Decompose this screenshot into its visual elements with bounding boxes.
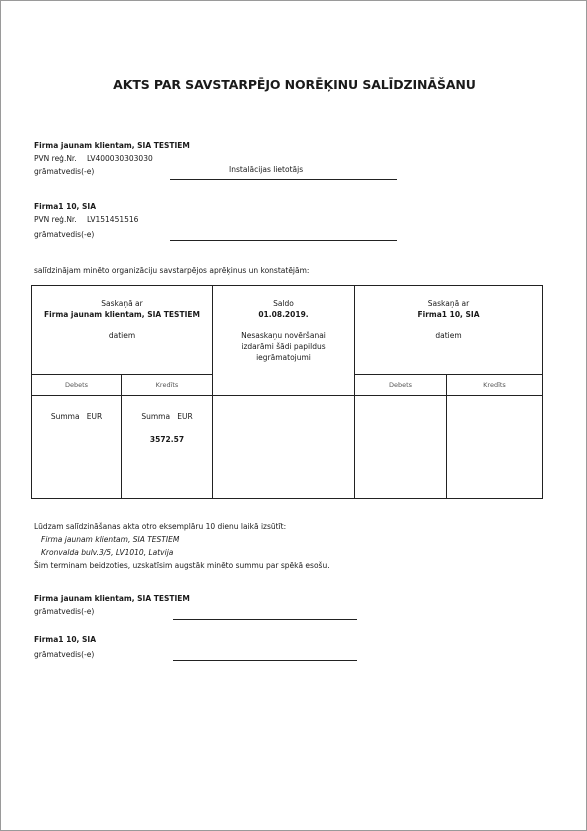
- saldo-date: 01.08.2019.: [258, 310, 309, 319]
- recipient-name: Firma jaunam klientam, SIA TESTIEM: [41, 535, 180, 544]
- intro-text: salīdzinājam minēto organizāciju savstarpējos aprēķinus un konstatējām:: [34, 266, 310, 275]
- right-data-label: datiem: [435, 331, 462, 340]
- right-agree-label: Saskaņā ar: [427, 299, 470, 308]
- party1-accountant-label: grāmatvedis(-e): [34, 167, 95, 176]
- left-credit-sum-label: Summa: [141, 412, 171, 421]
- right-credit-header: Kredīts: [447, 375, 543, 396]
- left-debit-sum-label: Summa: [50, 412, 80, 421]
- party1-signature-line: [170, 179, 397, 180]
- right-credit-cell: [447, 396, 543, 499]
- saldo-cell: [213, 286, 355, 396]
- party1-accountant-name: Instalācijas lietotājs: [229, 165, 304, 174]
- correction-note: Nesaskaņu novēršanai izdarāmi šādi papildus iegrāmatojumi: [241, 331, 326, 362]
- party2-accountant-label: grāmatvedis(-e): [34, 230, 95, 239]
- signature-party1-label: grāmatvedis(-e): [34, 607, 95, 616]
- saldo-label: Saldo: [273, 299, 294, 308]
- signature-party2-line: [173, 660, 357, 661]
- right-debit-cell: [355, 396, 447, 499]
- left-credit-currency: EUR: [177, 412, 193, 421]
- left-agree-label: Saskaņā ar: [101, 299, 143, 308]
- left-credit-cell: [122, 396, 213, 499]
- party2-name: Firma1 10, SIA: [34, 202, 96, 211]
- left-credit-value: 3572.57: [149, 435, 185, 444]
- recipient-address: Kronvalda bulv.3/5, LV1010, Latvija: [41, 548, 174, 557]
- party2-vat-number: LV151451516: [87, 215, 139, 224]
- left-party-header: [32, 286, 213, 375]
- right-party-name: Firma1 10, SIA: [417, 310, 480, 319]
- right-debit-header: Debets: [355, 375, 447, 396]
- right-party-header: [355, 286, 543, 375]
- party2-vat-label: PVN reģ.Nr.: [34, 215, 77, 224]
- signature-party1-name: Firma jaunam klientam, SIA TESTIEM: [34, 594, 190, 603]
- party2-signature-line: [170, 240, 397, 241]
- correction-entries-cell: [213, 396, 355, 499]
- party1-vat-number: LV400030303030: [87, 154, 153, 163]
- signature-party2-label: grāmatvedis(-e): [34, 650, 95, 659]
- document-title: AKTS PAR SAVSTARPĒJO NORĒĶINU SALĪDZINĀŠANU: [113, 77, 476, 92]
- left-credit-header: Kredīts: [122, 375, 213, 396]
- signature-party2-name: Firma1 10, SIA: [34, 635, 96, 644]
- reconciliation-table: [31, 285, 543, 499]
- deadline-note: Šim terminam beidzoties, uzskatīsim augstāk minēto summu par spēkā esošu.: [34, 561, 330, 570]
- left-party-name: Firma jaunam klientam, SIA TESTIEM: [44, 310, 200, 319]
- party1-vat-label: PVN reģ.Nr.: [34, 154, 77, 163]
- left-data-label: datiem: [108, 331, 136, 340]
- request-text: Lūdzam salīdzināšanas akta otro eksemplāru 10 dienu laikā izsūtīt:: [34, 522, 287, 531]
- signature-party1-line: [173, 619, 357, 620]
- left-debit-cell: [32, 396, 122, 499]
- party1-name: Firma jaunam klientam, SIA TESTIEM: [34, 141, 190, 150]
- left-debit-header: Debets: [32, 375, 122, 396]
- left-debit-currency: EUR: [86, 412, 103, 421]
